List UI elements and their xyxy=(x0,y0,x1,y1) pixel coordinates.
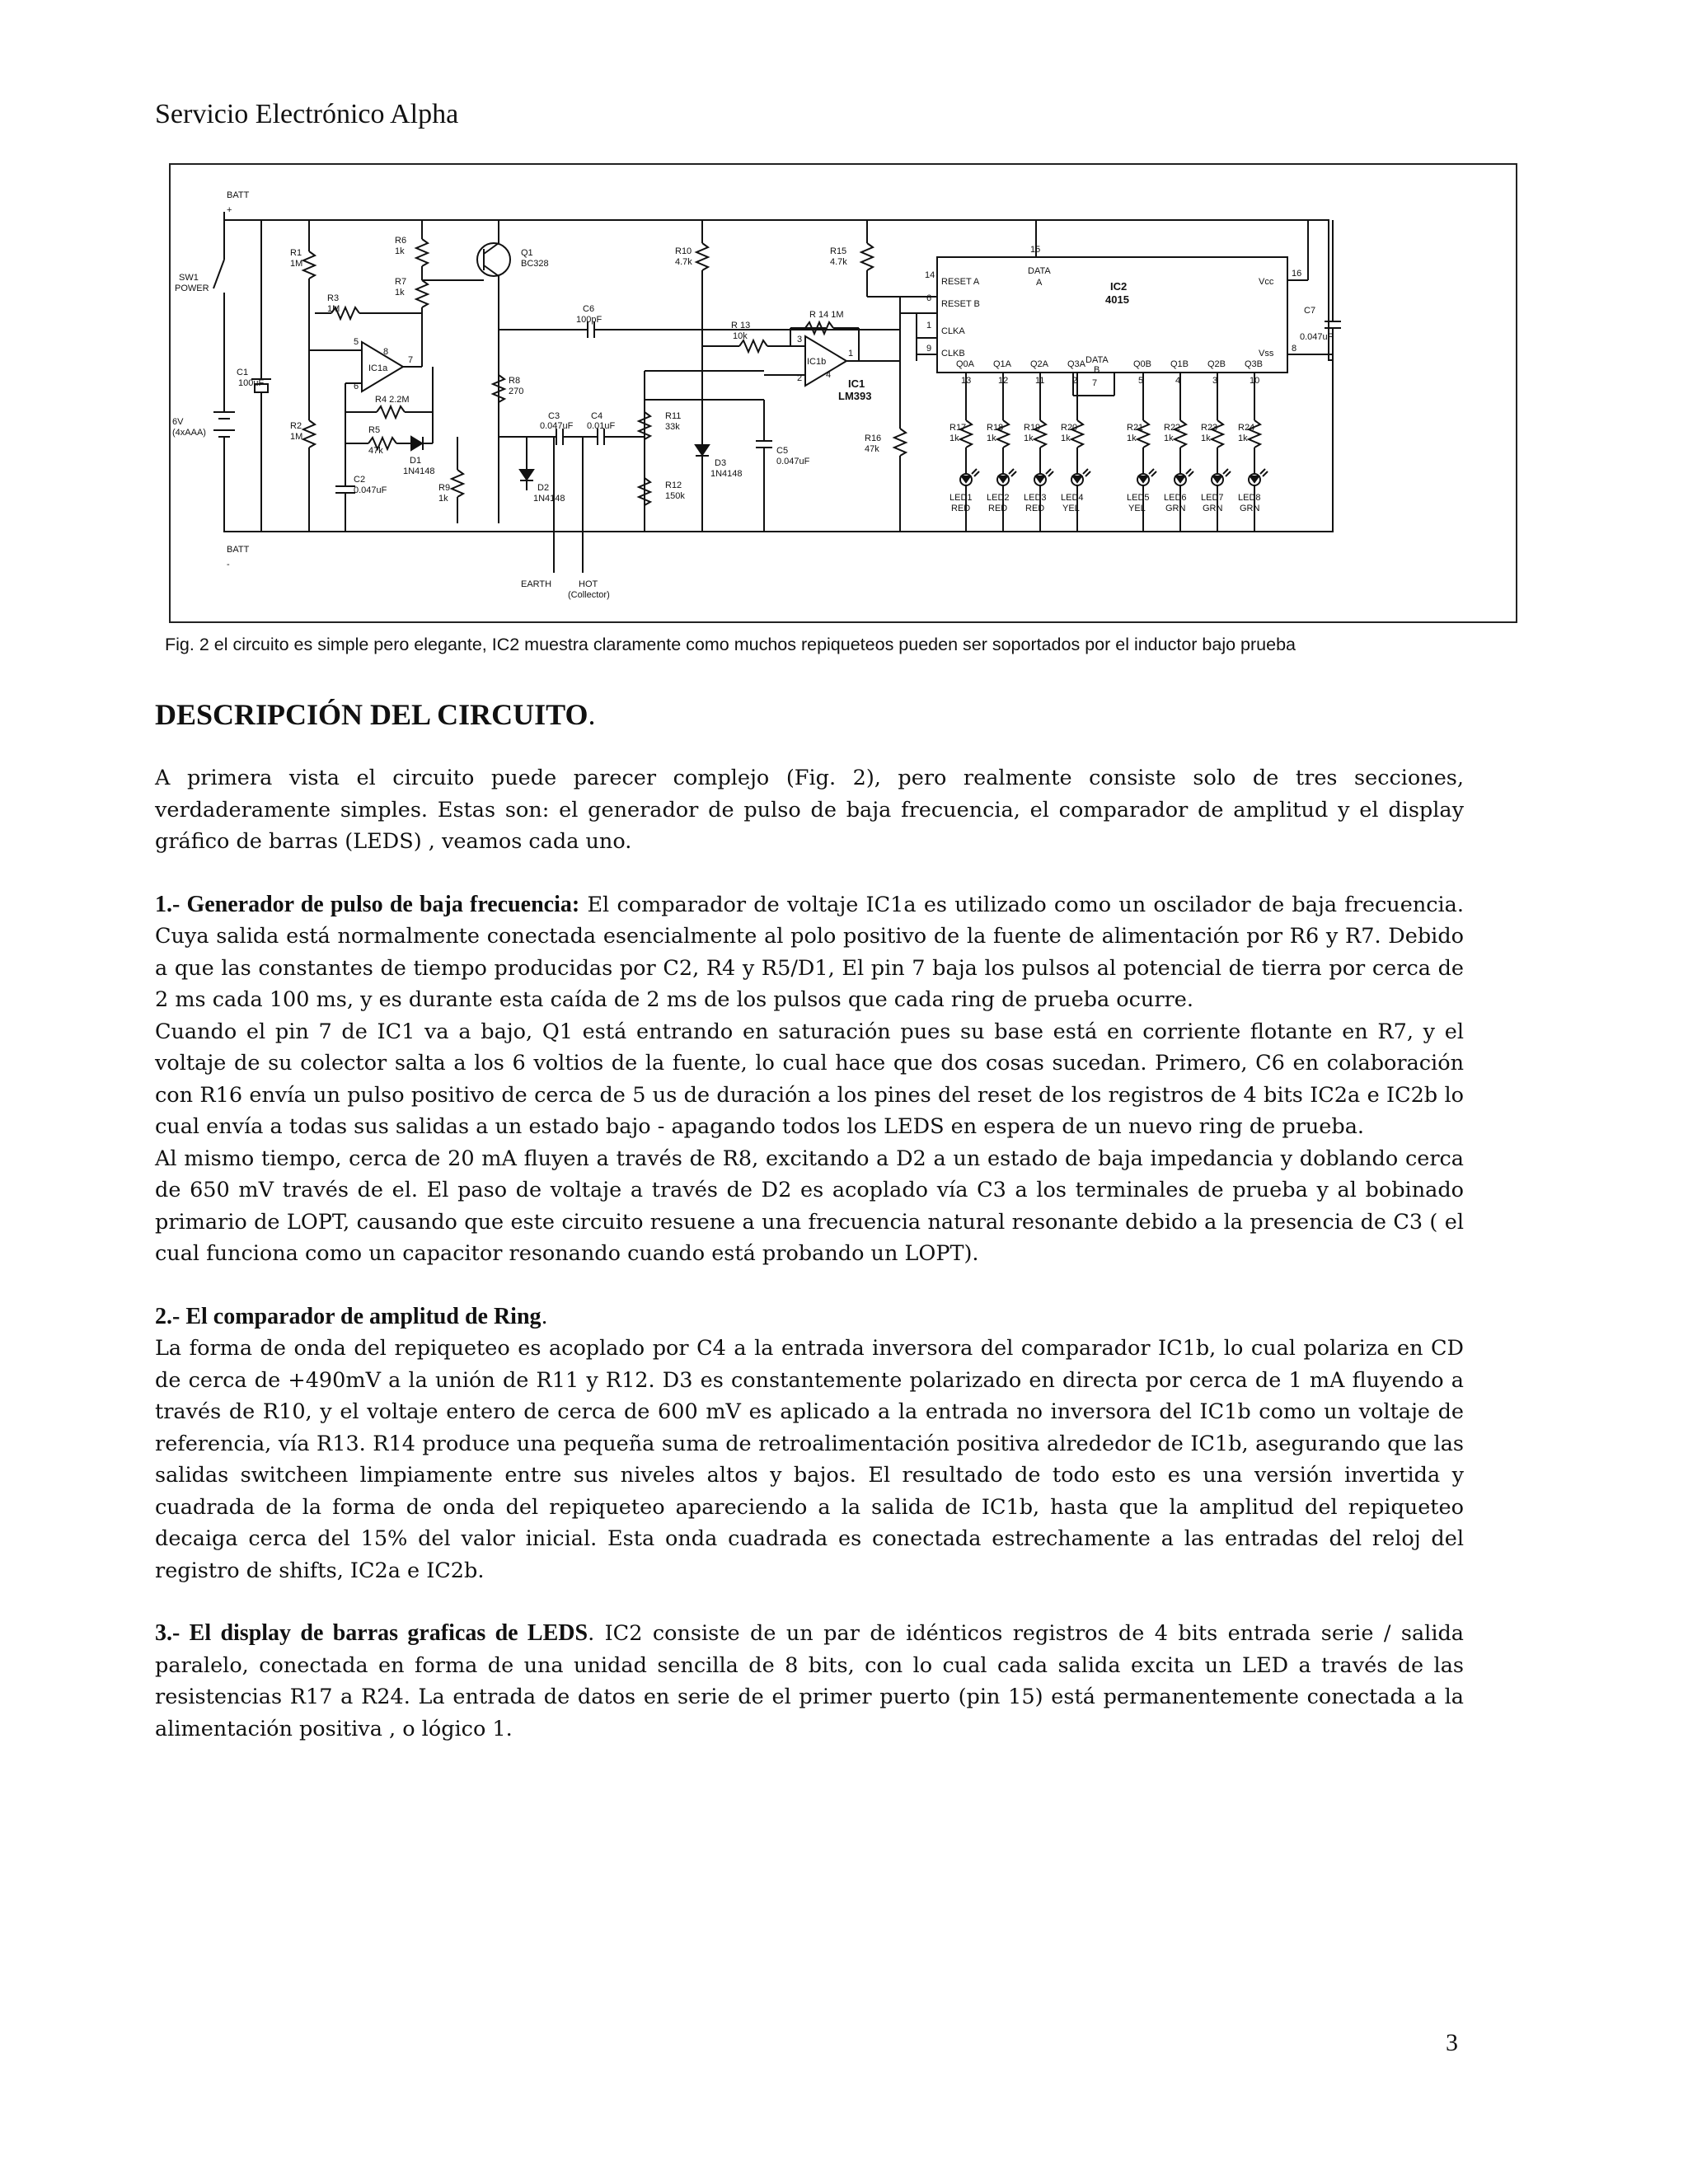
section-3-heading: 3.- El display de barras graficas de LEDS xyxy=(155,1620,588,1646)
label-led-5: LED6 xyxy=(1164,493,1187,503)
label-ledc-7: GRN xyxy=(1240,504,1260,513)
label-led-0: LED1 xyxy=(950,493,973,503)
label-ic1a: IC1a xyxy=(368,363,388,373)
label-ic2: IC2 xyxy=(1110,280,1128,293)
label-outpin-1: 12 xyxy=(998,376,1009,386)
label-q1: Q1 xyxy=(521,248,533,258)
label-ic1: IC1 xyxy=(848,377,865,390)
label-r7-val: 1k xyxy=(395,288,405,298)
label-r13-val: 10k xyxy=(733,331,748,341)
label-led-7: LED8 xyxy=(1238,493,1261,503)
section-1-paragraph-2: Cuando el pin 7 de IC1 va a bajo, Q1 está entrando en saturación pues su base está en corriente flotante en R7, y el voltaje de su colector salta a los 6 voltios de la fuente, lo cual hace que dos cosas sucedan. Primero, C6 en colaboración con R16 envía un pulso positivo de cerca de 5 us de duración a los pines del reset de los registros de 4 bits IC2a e IC2b lo cual envía a todas sus salidas a un estado bajo - apagando todos los LEDS en espera de un nuevo ring de prueba. xyxy=(155,1019,1464,1139)
label-c4: C4 xyxy=(591,411,603,421)
page-number: 3 xyxy=(1446,2029,1458,2056)
label-d3-val: 1N4148 xyxy=(710,469,743,479)
label-out-1: Q1A xyxy=(993,359,1012,369)
section-title xyxy=(155,696,1464,733)
label-pin14: 14 xyxy=(925,270,935,280)
section-3-heading-end: . xyxy=(588,1621,595,1646)
section-title-text: DESCRIPCIÓN DEL CIRCUITO xyxy=(155,698,588,731)
label-r3-val: 1M xyxy=(327,304,340,314)
label-pin9: 9 xyxy=(926,344,932,354)
label-d1: D1 xyxy=(410,456,422,466)
label-c3: C3 xyxy=(548,411,560,421)
label-ledc-4: YEL xyxy=(1128,504,1146,513)
label-c3-val: 0.047uF xyxy=(540,421,574,431)
label-led-1: LED2 xyxy=(987,493,1010,503)
label-out-5: Q1B xyxy=(1170,359,1189,369)
section-3-text: IC2 consiste de un par de idénticos registros de 4 bits entrada serie / salida paralelo, conectada en forma de una unidad sencilla de 8 bits, con lo cual cada salida excita un LED a través de las resistencias R17 a R24. La entrada de datos en serie de el primer puerto (pin 15) está permanentemente conectada a la alimentación positiva , o lógico 1. xyxy=(155,1621,1465,1741)
label-collector: (Collector) xyxy=(568,590,610,600)
label-resval-7: 1k xyxy=(1238,434,1248,443)
label-r7: R7 xyxy=(395,277,407,287)
section-1-paragraph xyxy=(155,889,1464,1016)
label-out-2: Q2A xyxy=(1030,359,1049,369)
label-outpin-4: 5 xyxy=(1138,376,1144,386)
section-1-heading: 1.- Generador de pulso de baja frecuencia: xyxy=(155,891,580,917)
label-ledc-3: YEL xyxy=(1062,504,1080,513)
label-hot: HOT xyxy=(579,579,598,589)
label-opamp-pin2: 2 xyxy=(797,373,803,383)
label-reset-b: RESET B xyxy=(941,299,980,309)
section-3-paragraph xyxy=(155,1618,1464,1745)
label-resval-1: 1k xyxy=(987,434,996,443)
label-r11: R11 xyxy=(665,411,682,421)
label-opamp-pin1: 1 xyxy=(848,349,854,359)
label-out-4: Q0B xyxy=(1133,359,1152,369)
label-ledc-6: GRN xyxy=(1203,504,1223,513)
label-resval-3: 1k xyxy=(1061,434,1071,443)
label-ic1-part: LM393 xyxy=(838,390,872,402)
label-r12: R12 xyxy=(665,480,682,490)
label-reset-a: RESET A xyxy=(941,277,980,287)
label-r12-val: 150k xyxy=(665,491,685,501)
label-res-1: R18 xyxy=(987,423,1004,433)
label-r1: R1 xyxy=(290,248,302,258)
circuit-schematic xyxy=(171,165,1516,621)
label-led-2: LED3 xyxy=(1024,493,1047,503)
label-ledc-1: RED xyxy=(988,504,1008,513)
label-c7: C7 xyxy=(1304,306,1316,316)
label-r16-val: 47k xyxy=(865,444,879,454)
label-opamp-pin3: 3 xyxy=(797,335,803,344)
page-header: Servicio Electrónico Alpha xyxy=(155,99,459,129)
figure-caption: Fig. 2 el circuito es simple pero elegante, IC2 muestra claramente como muchos repiqueteos pueden ser soportados por el inductor bajo prueba xyxy=(165,635,1296,654)
label-res-6: R23 xyxy=(1201,423,1218,433)
intro-paragraph: A primera vista el circuito puede parecer complejo (Fig. 2), pero realmente consiste solo de tres secciones, verdaderamente simples. Estas son: el generador de pulso de baja frecuencia, el comparador de amplitud y el display gráfico de barras (LEDS) , veamos cada uno. xyxy=(155,766,1464,854)
label-out-7: Q3B xyxy=(1245,359,1264,369)
label-res-7: R24 xyxy=(1238,423,1255,433)
label-battery-v: 6V xyxy=(172,417,184,427)
label-ic1b: IC1b xyxy=(807,357,827,367)
label-led-4: LED5 xyxy=(1127,493,1150,503)
label-r2-val: 1M xyxy=(290,432,303,442)
label-ledc-2: RED xyxy=(1025,504,1045,513)
label-batt-bottom: BATT xyxy=(227,545,250,555)
label-c6: C6 xyxy=(583,304,595,314)
label-r13: R 13 xyxy=(731,321,751,330)
label-c2-val: 0.047uF xyxy=(354,485,387,495)
label-out-3: Q3A xyxy=(1067,359,1086,369)
section-2-heading-line xyxy=(155,1301,1464,1333)
label-r9: R9 xyxy=(438,483,451,493)
label-resval-0: 1k xyxy=(950,434,959,443)
label-pin6: 6 xyxy=(926,293,932,303)
label-r16: R16 xyxy=(865,434,882,443)
label-vcc: Vcc xyxy=(1259,277,1274,287)
label-batt-top: BATT xyxy=(227,190,250,200)
label-outpin-2: 11 xyxy=(1035,376,1045,386)
label-ledc-5: GRN xyxy=(1165,504,1186,513)
label-pin16: 16 xyxy=(1292,269,1302,279)
label-res-2: R19 xyxy=(1024,423,1041,433)
section-1-paragraph-3: Al mismo tiempo, cerca de 20 mA fluyen a través de R8, excitando a D2 a un estado de baja impedancia y doblando cerca de 650 mV través de el. El paso de voltaje a través de D2 es acoplado vía C3 a los terminales de prueba y al bobinado primario de LOPT, causando que este circuito resuene a una frecuencia natural resonante debido a la presencia de C3 ( el cual funciona como un capacitor resonando cuando está probando un LOPT). xyxy=(155,1146,1464,1266)
label-resval-2: 1k xyxy=(1024,434,1034,443)
label-d1-val: 1N4148 xyxy=(403,466,435,476)
label-led-3: LED4 xyxy=(1061,493,1084,503)
label-res-0: R17 xyxy=(950,423,967,433)
label-opamp-pin6: 6 xyxy=(354,382,359,391)
label-pin8: 8 xyxy=(1292,344,1297,354)
label-c6-val: 100pF xyxy=(576,315,603,325)
main-content xyxy=(155,696,1464,1745)
label-r5-val: 47k xyxy=(368,446,383,456)
label-opamp-pin8: 8 xyxy=(383,347,389,357)
label-data-b: DATA xyxy=(1085,355,1109,365)
label-c1-val: 100uF xyxy=(238,378,265,388)
label-c7-val: 0.047uF xyxy=(1300,332,1334,342)
label-c2: C2 xyxy=(354,475,366,485)
label-ledc-0: RED xyxy=(951,504,971,513)
label-battery-cells: (4xAAA) xyxy=(172,428,206,438)
label-r2: R2 xyxy=(290,421,302,431)
label-data-a: DATA xyxy=(1028,266,1051,276)
label-opamp-pin4: 4 xyxy=(826,370,832,380)
circuit-figure xyxy=(169,163,1517,623)
section-2-paragraph: La forma de onda del repiqueteo es acoplado por C4 a la entrada inversora del comparador IC1b, lo cual polariza en CD de cerca de +490mV a la unión de R11 y R12. D3 es constantemente polarizado en directa por cerca de 1 mA fluyendo a través de R10, y el voltaje entero de cerca de 600 mV es aplicado a la entrada no inversora del IC1b como un voltaje de referencia, vía R13. R14 produce una pequeña suma de retroalimentación positiva alrededor de IC1b, asegurando que las salidas switcheen limpiamente entre sus niveles altos y bajos. El resultado de todo esto es una versión invertida y cuadrada de la forma de onda del repiqueteo apareciendo a la salida de IC1b, hasta que la amplitud del repiqueteo decaiga cerca del 15% del valor inicial. Esta onda cuadrada es conectada estrechamente a las entradas del reloj del registro de shifts, IC2a e IC2b. xyxy=(155,1336,1464,1583)
label-vss: Vss xyxy=(1259,349,1274,359)
label-earth: EARTH xyxy=(521,579,552,589)
label-res-3: R20 xyxy=(1061,423,1078,433)
label-r6: R6 xyxy=(395,236,407,246)
label-power: POWER xyxy=(175,284,209,293)
label-data-b-pin: 7 xyxy=(1092,378,1098,388)
label-batt-minus: - xyxy=(227,560,230,569)
label-r5: R5 xyxy=(368,425,381,435)
label-resval-6: 1k xyxy=(1201,434,1211,443)
label-res-4: R21 xyxy=(1127,423,1144,433)
label-outpin-6: 3 xyxy=(1212,376,1218,386)
label-r15: R15 xyxy=(830,246,847,256)
label-resval-5: 1k xyxy=(1164,434,1174,443)
label-outpin-5: 4 xyxy=(1175,376,1181,386)
label-outpin-3: 2 xyxy=(1072,376,1078,386)
label-r8: R8 xyxy=(509,376,521,386)
label-led-6: LED7 xyxy=(1201,493,1224,503)
section-1-text: El comparador de voltaje IC1a es utilizado como un oscilador de baja frecuencia. Cuya salida está normalmente conectada esencialmente al polo positivo de la fuente de alimentación por R6 y R7. Debido a que las constantes de tiempo producidas por C2, R4 y R5/D1, El pin 7 baja los pulsos al potencial de tierra por cerca de 2 ms cada 100 ms, y es durante esta caída de 2 ms de los pulsos que cada ring de prueba ocurre. xyxy=(155,892,1464,1012)
label-r3: R3 xyxy=(327,293,340,303)
label-q1-val: BC328 xyxy=(521,259,549,269)
label-d2-val: 1N4148 xyxy=(533,494,565,504)
label-ic2-part: 4015 xyxy=(1105,293,1129,306)
label-r15-val: 4.7k xyxy=(830,257,847,267)
label-r10: R10 xyxy=(675,246,692,256)
label-clka: CLKA xyxy=(941,326,965,336)
label-c4-val: 0.01uF xyxy=(587,421,616,431)
label-r14: R 14 1M xyxy=(809,310,844,320)
label-clkb: CLKB xyxy=(941,349,965,359)
label-d2: D2 xyxy=(537,483,550,493)
label-c5: C5 xyxy=(776,446,789,456)
label-outpin-0: 13 xyxy=(961,376,972,386)
label-sw1: SW1 xyxy=(179,273,199,283)
label-data-a2: A xyxy=(1036,278,1043,288)
label-r9-val: 1k xyxy=(438,494,448,504)
label-opamp-pin5: 5 xyxy=(354,337,359,347)
label-opamp-pin7: 7 xyxy=(408,355,414,365)
label-res-5: R22 xyxy=(1164,423,1181,433)
label-c5-val: 0.047uF xyxy=(776,457,810,466)
label-d3: D3 xyxy=(715,458,727,468)
label-r6-val: 1k xyxy=(395,246,405,256)
label-c1: C1 xyxy=(237,368,249,377)
label-r10-val: 4.7k xyxy=(675,257,692,267)
section-2-heading: 2.- El comparador de amplitud de Ring xyxy=(155,1303,542,1329)
label-out-0: Q0A xyxy=(956,359,975,369)
label-data-b2: B xyxy=(1094,365,1100,375)
label-outpin-7: 10 xyxy=(1250,376,1260,386)
label-out-6: Q2B xyxy=(1207,359,1226,369)
label-pin1: 1 xyxy=(926,321,932,330)
label-r4: R4 2.2M xyxy=(375,395,410,405)
label-r8-val: 270 xyxy=(509,387,524,396)
label-r1-val: 1M xyxy=(290,259,303,269)
label-batt-plus: + xyxy=(227,205,232,215)
label-resval-4: 1k xyxy=(1127,434,1137,443)
label-pin15: 15 xyxy=(1030,245,1041,255)
section-title-end: . xyxy=(588,698,596,731)
label-r11-val: 33k xyxy=(665,422,680,432)
section-2-heading-end: . xyxy=(541,1304,548,1329)
